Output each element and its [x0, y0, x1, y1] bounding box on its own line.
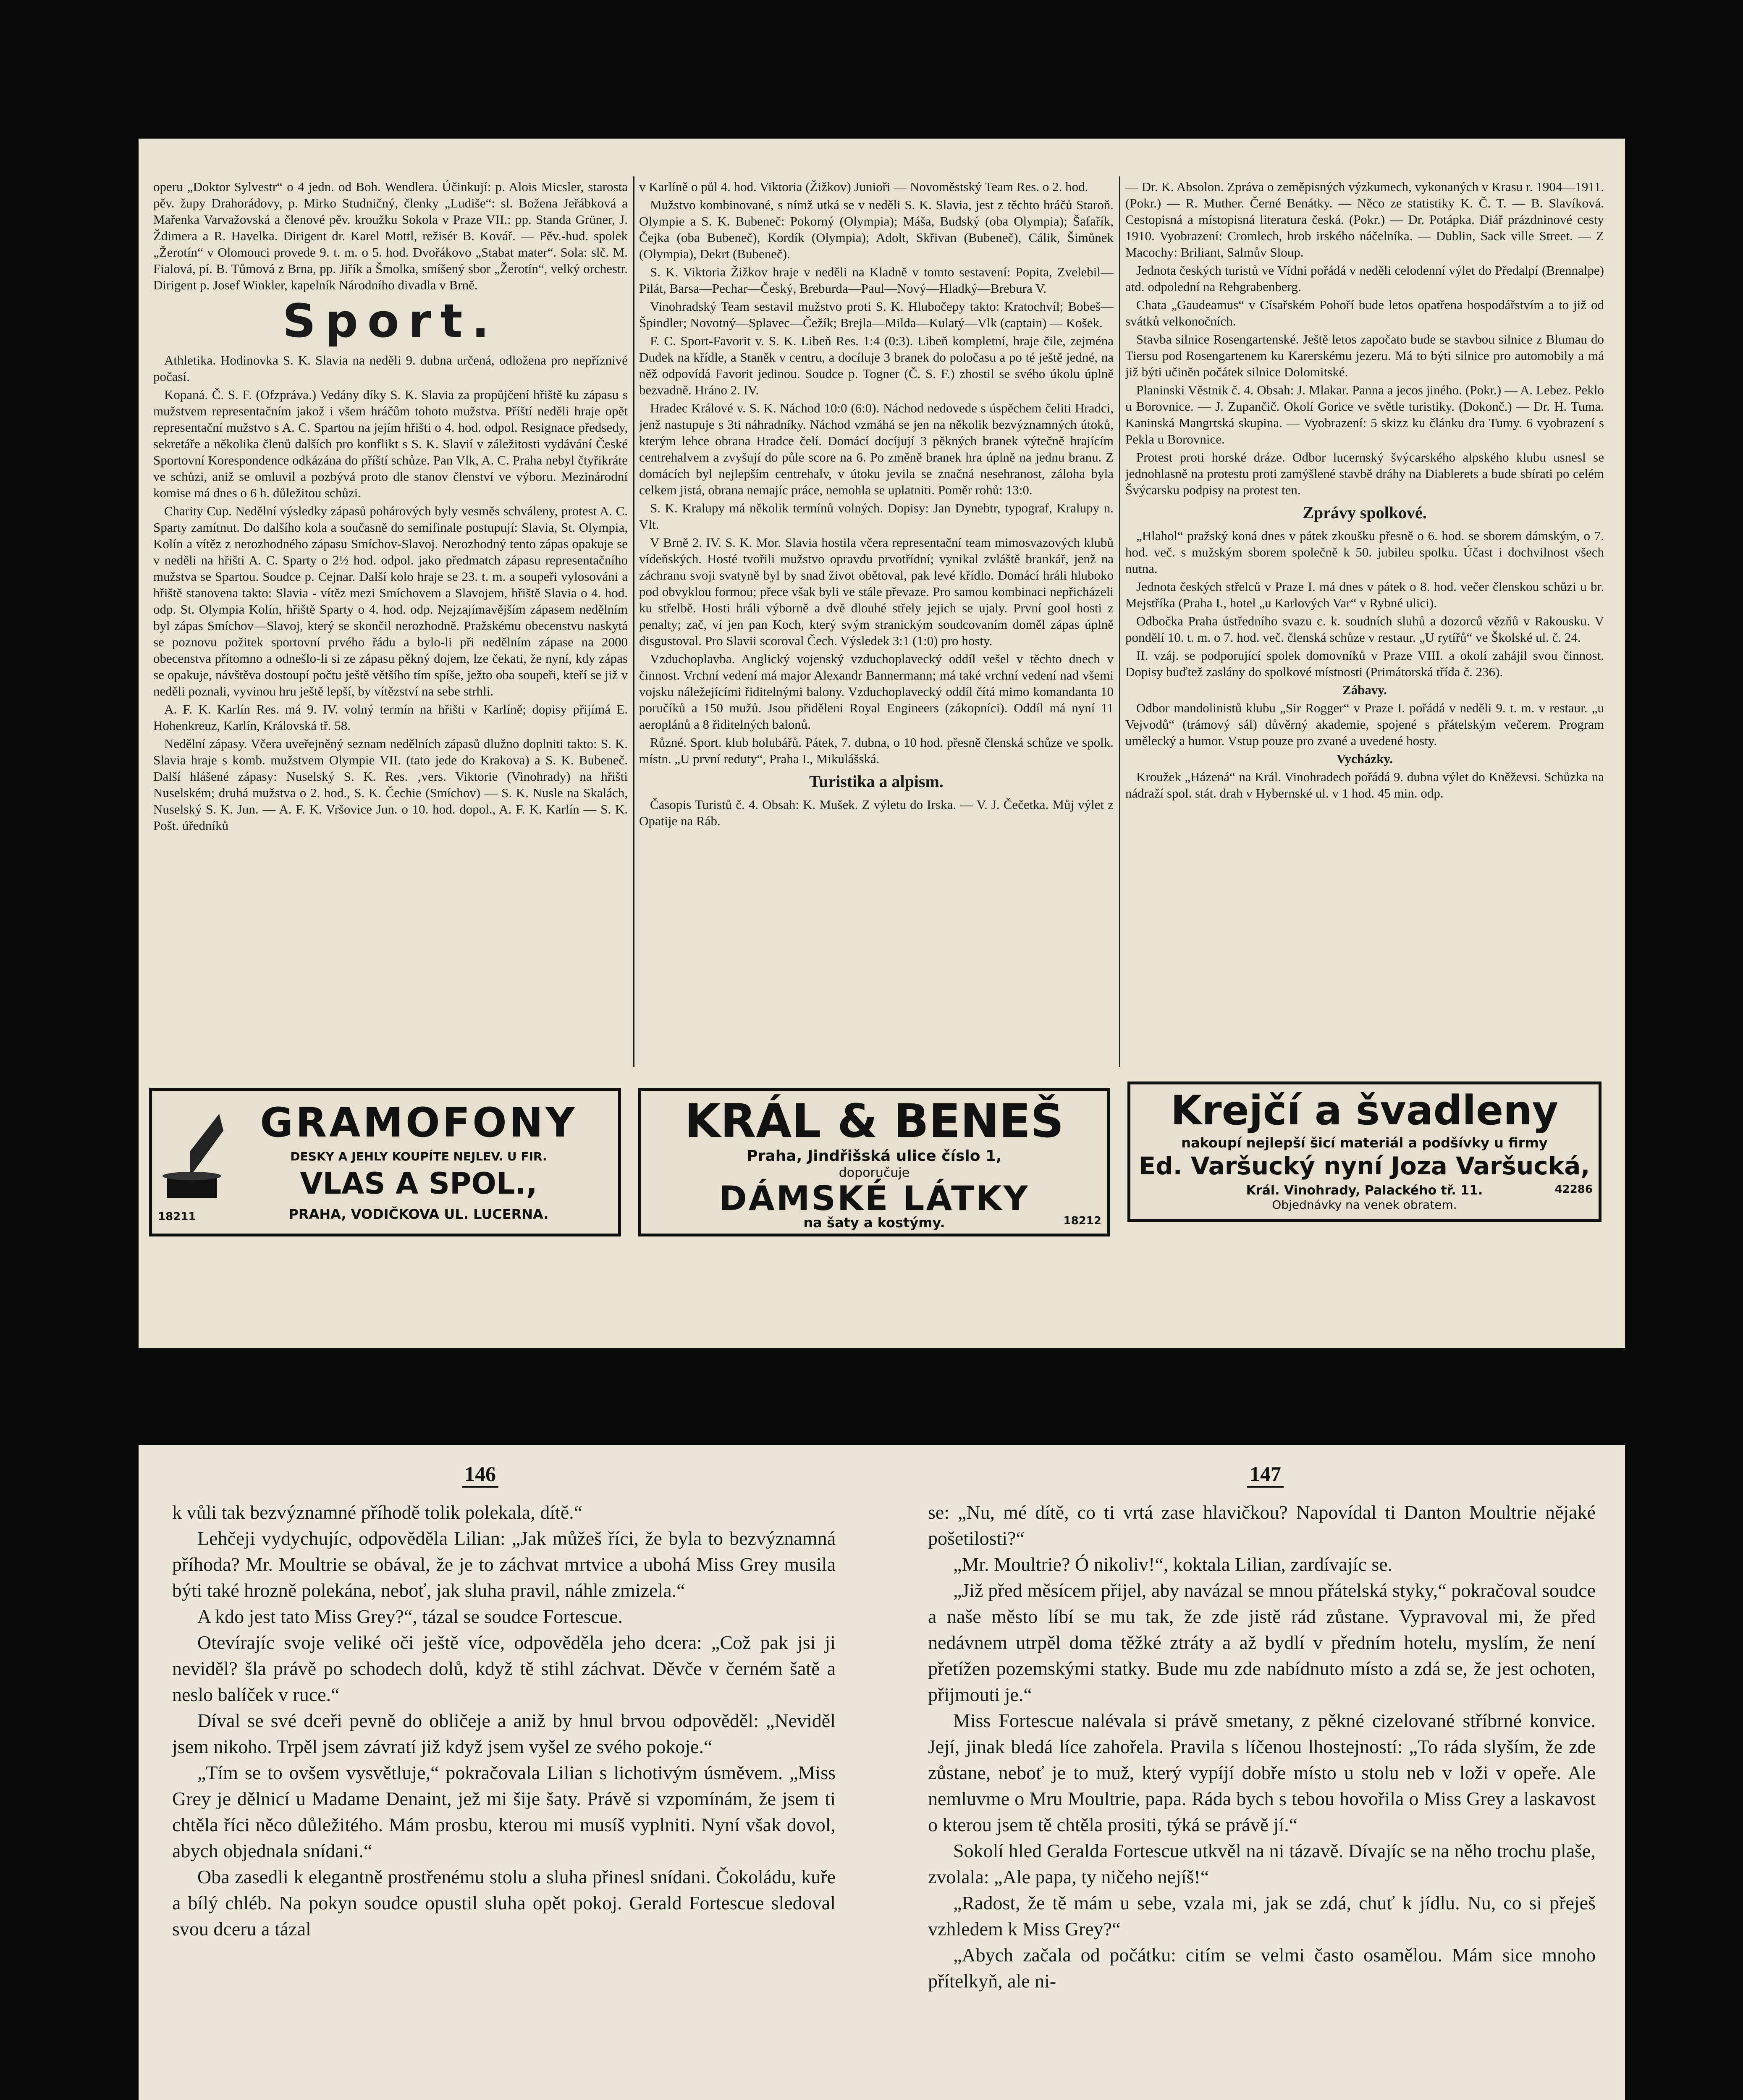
- news-paragraph: Charity Cup. Nedělní výsledky zápasů pohárových byly vesměs schváleny, protest A. C. Sparty zamítnut. Do dalšího kola a současně do semifinale postupují: Slavia, St. Olympia, Kolín a vítěz z nerozhodného zápasu Smíchov-Slavoj. Nerozhodný tento zápas opakuje se v neděli na hřišti A. C. Sparty o 2½ hod. odpol. jako předmatch zápasu representačního mužstva se Spartou. Soudce p. Cejnar. Další kolo hraje se 23. t. m. a soupeři vylosováni a hřiště stanovena takto: Slavia - vítěz mezi Smíchovem a Slavojem, hřiště Slavia o 4. hod. odp. St. Olympia Kolín, hřiště Sparty o 4. hod. odp. Nejzajímavějším zápasem nedělním byl zápas Smíchov—Slavoj, který se skončil nerozhodně. Pražskému obecenstvu naskytá se poznovu požitek sportovní prvého řádu a bylo-li při nedělním zápase na 2000 obecenstva přítomno a odnešlo-li si ze zápasu pěkný dojem, lze čekati, že nyní, kdy zápas se opakuje, návštěva dostoupí počtu ještě většího tím spíše, ježto oba soupeři, kteří se již v neděli poznali, vyvinou hru ještě lepší, by vítězství na sebe strhli.: [153, 504, 628, 698]
- book-paragraph: Miss Fortescue nalévala si právě smetany, z pěkné cizelované stříbrné konvice. Její, jinak bledá líce zahořela. Pravila s líčenou lhostejností: „To ráda slyším, že zde zůstane, neboť je to muž, který vypíjí dobře místo u stolu neb v loži v opeře. Ale nemluvme o Mru Moultrie, papa. Ráda bych s tebou hovořila o Miss Grey a laskavost o kterou jsem tě chtěla prositi, týká se právě jí.“: [928, 1710, 1596, 1835]
- subheading-vychazky: Vycházky.: [1336, 751, 1393, 766]
- book-paragraph: Otevírajíc svoje veliké oči ještě více, odpověděla jeho dcera: „Což pak jsi ji neviděl? šla právě po schodech dolů, když tě stihl záchvat. Děvče v černém šatě a neslo balíček v ruce.“: [172, 1632, 836, 1705]
- subheading-zabavy: Zábavy.: [1342, 682, 1387, 697]
- ad-krejci-svadleny: [1127, 1082, 1601, 1222]
- news-paragraph: S. K. Kralupy má několik termínů volných. Dopisy: Jan Dynebtr, typograf, Kralupy n. Vlt.: [639, 501, 1114, 532]
- ad-title: GRAMOFONY: [260, 1099, 577, 1146]
- book-paragraph: k vůli tak bezvýznamné příhodě tolik polekala, dítě.“: [172, 1502, 583, 1523]
- ad-line: DESKY A JEHLY KOUPÍTE NEJLEV. U FIR.: [290, 1150, 547, 1163]
- news-paragraph: „Hlahol“ pražský koná dnes v pátek zkoušku přesně o 6. hod. se sborem dámským, o 7. hod. več. s mužským sborem společně k 50. jubileu spolku. Účast i dochvilnost všech nutna.: [1125, 528, 1604, 576]
- news-column-1: [153, 178, 628, 835]
- book-page-left: [172, 1499, 836, 1942]
- book-paragraph: „Mr. Moultrie? Ó nikoliv!“, koktala Lilian, zardívajíc se.: [953, 1554, 1393, 1575]
- ad-line: Objednávky na venek obratem.: [1272, 1198, 1457, 1212]
- news-paragraph: A. F. K. Karlín Res. má 9. IV. volný termín na hřišti v Karlíně; dopisy přijímá E. Hohenkreuz, Karlín, Královská tř. 58.: [153, 702, 628, 733]
- news-paragraph: Vzduchoplavba. Anglický vojenský vzduchoplavecký oddíl vešel v těchto dnech v činnost. Vrchní vedení má major Alexandr Bannermann; má také vrchní vedení nad všemi vojsku náležejícími řiditelnými balony. Vzduchoplavecký oddíl čítá mimo komandanta 10 poručíků a 150 mužů. Jsou přiděleni Royal Engineers (zákopníci). Oddíl má nyní 11 aeroplánů a 8 řiditelných balonů.: [639, 651, 1114, 732]
- news-paragraph: II. vzáj. se podporující spolek domovníků v Praze VIII. a okolí zahájil svou činnost. Dopisy buďtež zaslány do spolkové místnosti (Primátorská třída č. 236).: [1125, 648, 1604, 679]
- book-paragraph: „Již před měsícem přijel, aby navázal se mnou přátelská styky,“ pokračoval soudce a naše město líbí se mu tak, že zde jistě rád zůstane. Vypravoval mi, že před nedávnem utrpěl doma těžké ztráty a až bydlí v předním hotelu, myslím, že není přetížen pozemskými statky. Bude mu zde nabídnuto místo a zdá se, že jest ochoten, přijmouti je.“: [928, 1580, 1596, 1705]
- gramophone-icon: [160, 1105, 223, 1202]
- book-paragraph: se: „Nu, mé dítě, co ti vrtá zase hlavičkou? Napovídal ti Danton Moultrie nějaké pošetilosti?“: [928, 1502, 1596, 1549]
- news-paragraph: S. K. Viktoria Žižkov hraje v neděli na Kladně v tomto sestavení: Popita, Zvelebil—Pilát, Barsa—Pechar—Český, Breburda—Paul—Nový—Hladký—Brebura V.: [639, 265, 1114, 296]
- ad-line: doporučuje: [839, 1166, 910, 1180]
- ad-line: nakoupí nejlepší šicí materiál a podšívky u firmy: [1181, 1135, 1548, 1151]
- page-number-left: 146: [462, 1462, 498, 1488]
- section-heading-zpravy-spolkove: Zprávy spolkové.: [1303, 503, 1427, 522]
- ad-gramofony: [149, 1088, 621, 1236]
- news-paragraph: Planinski Věstnik č. 4. Obsah: J. Mlakar. Panna a jecos jiného. (Pokr.) — A. Lebez. Peklo u Borovnice. — J. Zupančič. Okolí Gorice ve světle turistiky. (Dokonč.) — Dr. H. Tuma. Kaninská Mangrtská skupina. — Vyobrazení: 5 skizz ku článku dra Tumy. 6 vyobrazení s Pekla u Borovnice.: [1125, 383, 1604, 446]
- ad-line: na šaty a kostýmy.: [803, 1215, 945, 1231]
- ad-code: 18211: [158, 1210, 196, 1223]
- ad-address: Král. Vinohrady, Palackého tř. 11.: [1246, 1183, 1483, 1198]
- ad-code: 18212: [1063, 1215, 1101, 1227]
- ad-title: Krejčí a švadleny: [1170, 1087, 1559, 1134]
- ad-title: KRÁL & BENEŠ: [684, 1094, 1064, 1148]
- news-paragraph: Stavba silnice Rosengartenské. Ještě letos započato bude se stavbou silnice z Blumau do Tiersu pod Rosengartenem ku Karerskému jezeru. Má to býti silnice pro automobily a má již býti učiněn počátek silnice Dolomitské.: [1125, 332, 1604, 379]
- ad-firm: Ed. Varšucký nyní Joza Varšucká,: [1139, 1152, 1590, 1180]
- book-paragraph: Oba zasedli k elegantně prostřenému stolu a sluha přinesl snídani. Čokoládu, kuře a bílý chléb. Na pokyn soudce opustil sluha opět pokoj. Gerald Fortescue sledoval svou dceru a tázal: [172, 1866, 836, 1940]
- ad-main: DÁMSKÉ LÁTKY: [719, 1179, 1030, 1218]
- book-paragraph: Sokolí hled Geralda Fortescue utkvěl na ni tázavě. Dívajíc se na něho trochu plaše, zvolala: „Ale papa, ty ničeho nejíš!“: [928, 1840, 1596, 1887]
- news-paragraph: operu „Doktor Sylvestr“ o 4 jedn. od Boh. Wendlera. Účinkují: p. Alois Micsler, starosta pěv. župy Drahorádovy, p. Mirko Studničný, členky „Ludiše“: sl. Božena Jeřábková a Mařenka Varvažovská a členové pěv. kroužku Sokola v Praze VII.: pp. Standa Grüner, J. Ždimera a R. Havelka. Dirigent dr. Karel Mottl, režisér B. Kovář. — Pěv.-hud. spolek „Žerotín“ v Olomouci provede 9. t. m. o 5. hod. Dvořákovo „Stabat mater“. Sola: slč. M. Fialová, pí. B. Tůmová z Brna, pp. Jiřík a Šmolka, smíšený sbor „Žerotín“, velký orchestr. Dirigent p. Josef Winkler, kapelník Národního divadla v Brně.: [153, 179, 628, 292]
- news-paragraph: Nedělní zápasy. Včera uveřejněný seznam nedělních zápasů dlužno doplniti takto: S. K. Slavia hraje s komb. mužstvem Olympie VII. (tato jede do Krakova) a S. K. Bubeneč. Další hlášené zápasy: Nuselský S. K. Res. ‚vers. Viktorie (Vinohrady) na hřišti Nuselském; druhá mužstva o 2. hod., S. K. Čechie (Smíchov) — S. K. Nusle na Skalách, Nuselský S. K. Jun. — A. F. K. Vršovice Jun. o 10. hod. dopol., A. F. K. Karlín — S. K. Pošt. úředníků: [153, 736, 628, 833]
- news-paragraph: Hradec Králové v. S. K. Náchod 10:0 (6:0). Náchod nedovede s úspěchem čeliti Hradci, jenž nastupuje s 3ti náhradníky. Náchod vzmáhá se jen na několik bezvýznamných útoků, kterým lehce obrana Hradce čelí. Domácí docíjují 3 pěkných branek výtečně hrajícím centrehalvem a zvyšují do půle score na 6. Po změně branek hra úplně na jednu branu. Z domácích byl nejlepším centrehalv, v útoku jevila se značná nesehranost, záloha byla celkem jistá, obrana nemajíc práce, nemohla se uplatniti. Poměr rohů: 13:0.: [639, 401, 1114, 497]
- column-rule: [1119, 176, 1120, 1067]
- sport-heading: Sport.: [282, 294, 499, 348]
- book-paragraph: „Tím se to ovšem vysvětluje,“ pokračovala Lilian s lichotivým úsměvem. „Miss Grey je dělnicí u Madame Denaint, jež mi šije šaty. Právě si vzpomínám, že jsem ti chtěla říci něco důležitého. Mám prosbu, kterou mi musíš vyplniti. Nyní však dovol, abych objednala snídani.“: [172, 1762, 836, 1861]
- news-paragraph: Odbor mandolinistů klubu „Sir Rogger“ v Praze I. pořádá v neděli 9. t. m. v restaur. „u Vejvodů“ (trámový sál) důvěrný akademie, spojené s přátelským večerem. Program umělecký a humor. Vstup pouze pro zvané a uvedené hosty.: [1125, 701, 1604, 748]
- book-paragraph: „Radost, že tě mám u sebe, vzala mi, jak se zdá, chuť k jídlu. Nu, co si přeješ vzhledem k Miss Grey?“: [928, 1892, 1596, 1940]
- news-paragraph: Kroužek „Házená“ na Král. Vinohradech pořádá 9. dubna výlet do Kněževsi. Schůzka na nádraží spol. stát. drah v Hybernské ul. v 1 hod. 45 min. odp.: [1125, 769, 1604, 801]
- newspaper-clipping: [139, 139, 1625, 1348]
- news-paragraph: Athletika. Hodinovka S. K. Slavia na neděli 9. dubna určená, odložena pro nepříznivé počasí.: [153, 353, 628, 384]
- news-paragraph: F. C. Sport-Favorit v. S. K. Libeň Res. 1:4 (0:3). Libeň kompletní, hraje čile, zejména Dudek na křídle, a Staněk v centru, a docíluje 3 branek do poločasu a po té ještě jedné, na něž odpovídá Favorit jedinou. Soudce p. Togner (Č. S. F.) zhostil se svého úkolu úplně bezvadně. Hráno 2. IV.: [639, 333, 1114, 397]
- book-spread: [139, 1445, 1625, 2100]
- ad-kral-benes: [638, 1088, 1110, 1236]
- news-paragraph: Mužstvo kombinované, s nímž utká se v neděli S. K. Slavia, jest z těchto hráčů Staroň. Olympie a S. K. Bubeneč: Pokorný (Olympia); Máša, Budský (oba Olympia); Šafařík, Čejka (oba Bubeneč), Kordík (Olympia); Adolt, Skřivan (Bubeneč), Cálik, Šimůnek (Olympia), Dekrt (Bubeneč).: [639, 197, 1114, 261]
- book-paragraph: A kdo jest tato Miss Grey?“, tázal se soudce Fortescue.: [197, 1606, 623, 1627]
- ad-code: 42286: [1554, 1183, 1593, 1196]
- book-paragraph: „Abych začala od počátku: citím se velmi často osamělou. Mám sice mnoho přítelkyň, ale ni-: [928, 1944, 1596, 1992]
- news-paragraph: Kopaná. Č. S. F. (Ofzpráva.) Vedány díky S. K. Slavia za propůjčení hřiště ku zápasu s mužstvem representačním jakož i všem hráčům tohoto mužstva. Příští neděli hraje opět representační mužstvo s A. C. Spartou na jejím hřišti o 4. hod. odpol. Resignace předsedy, sekretáře a několika členů dalších pro konflikt s S. K. Slavií v záležitosti vydávání České Sportovní Korespondence odkázána do příští schůze. Pan Vlk, A. C. Praha nebyl čtyřikráte ve schůzi, aniž se omluvil a pozbývá proto dle stanov členství ve výboru. Mezinárodní komise má dnes o 6 h. důležitou schůzi.: [153, 387, 628, 500]
- news-paragraph: Chata „Gaudeamus“ v Císařském Pohoří bude letos opatřena hospodářstvím a to již od svátků velkonočních.: [1125, 297, 1604, 328]
- book-paragraph: Lehčeji vydychujíc, odpověděla Lilian: „Jak můžeš říci, že byla to bezvýznamná příhoda? Mr. Moultrie se obával, že je to záchvat mrtvice a ubohá Miss Grey musila býti také hrozně polekána, neboť, jak sluha pravil, náhle zmizela.“: [172, 1528, 836, 1601]
- book-paragraph: Díval se své dceři pevně do obličeje a aniž by hnul brvou odpověděl: „Neviděl jsem nikoho. Trpěl jsem závratí již když jsem vyšel ze svého pokoje.“: [172, 1710, 836, 1757]
- ad-firm: VLAS A SPOL.,: [300, 1166, 537, 1201]
- news-paragraph: Protest proti horské dráze. Odbor lucernský švýcarského alpského klubu usnesl se jednohlasně na protestu proti zamýšlené stavbě dráhy na Diablerets a bude sbírati po celém Švýcarsku podpisy na protest ten.: [1125, 450, 1604, 497]
- ad-address: PRAHA, VODIČKOVA UL. LUCERNA.: [288, 1206, 549, 1222]
- book-page-right: [928, 1499, 1596, 1994]
- news-paragraph: Jednota českých turistů ve Vídni pořádá v neděli celodenní výlet do Předalpí (Brennalpe) atd. odpolední na Rehgrabenberg.: [1125, 263, 1604, 294]
- ad-line: Praha, Jindřišská ulice číslo 1,: [747, 1147, 1002, 1165]
- news-column-2: [639, 178, 1114, 831]
- news-paragraph: V Brně 2. IV. S. K. Mor. Slavia hostila včera representační team mimosvazových klubů vídeňských. Hosté tvořili mužstvo opravdu prvotřídní; vynikal zvláště brankář, jenž na záchranu svoji svatyně byl by snad život obětoval, pak levé křídlo. Domácí hráli hluboko pod obvyklou formou; přece však byli ve stále převaze. Pro samou kombinaci nepřicházeli ku střelbě. Hosti hráli výborně a dvě dlouhé střely jejich se ujaly. První gool hosti z penalty; zač, ví jen pan Koch, který svým stranickým soudcovaním doměl zápas úplně disgustoval. Pro Slavii scoroval Čech. Výsledek 3:1 (1:0) pro hosty.: [639, 535, 1114, 648]
- news-paragraph: Časopis Turistů č. 4. Obsah: K. Mušek. Z výletu do Irska. — V. J. Čečetka. Můj výlet z Opatije na Ráb.: [639, 797, 1114, 828]
- column-rule: [633, 176, 634, 1067]
- news-paragraph: — Dr. K. Absolon. Zpráva o zeměpisných výzkumech, vykonaných v Krasu r. 1904—1911. (Pokr.) — R. Muther. Černé Benátky. — Něco ze statistiky K. Č. T. — B. Slavíková. Cestopisná a místopisná literatura česká. (Pokr.) — Dr. Potápka. Diář prázdninové cesty 1910. Vyobrazení: Cromlech, hrob irského náčelníka. — Dublin, Sack ville Street. — Z Macochy: Briliant, Salmův Sloup.: [1125, 179, 1604, 260]
- news-paragraph: Vinohradský Team sestavil mužstvo proti S. K. Hlubočepy takto: Kratochvíl; Bobeš—Špindler; Novotný—Splavec—Čežík; Brejla—Milda—Kulatý—Vlk (captain) — Košek.: [639, 299, 1114, 330]
- news-paragraph: Odbočka Praha ústředního svazu c. k. soudních sluhů a dozorců vězňů v Rakousku. V pondělí 10. t. m. o 7. hod. več. členská schůze v restaur. „U rytířů“ ve Školské ul. č. 24.: [1125, 614, 1604, 645]
- news-column-3: [1125, 178, 1604, 803]
- page-number-right: 147: [1247, 1462, 1284, 1488]
- news-paragraph: Různé. Sport. klub holubářů. Pátek, 7. dubna, o 10 hod. přesně členská schůze ve spolk. místn. „U první reduty“, Praha I., Mikulášská.: [639, 735, 1114, 766]
- section-heading-turistika: Turistika a alpism.: [809, 772, 944, 791]
- news-paragraph: Jednota českých střelců v Praze I. má dnes v pátek o 8. hod. večer členskou schůzi u br. Mejstříka (Praha I., hotel „u Karlových Var“ v Rybné ulici).: [1125, 579, 1604, 610]
- news-paragraph: v Karlíně o půl 4. hod. Viktoria (Žižkov) Junioři — Novoměstský Team Res. o 2. hod.: [639, 179, 1088, 194]
